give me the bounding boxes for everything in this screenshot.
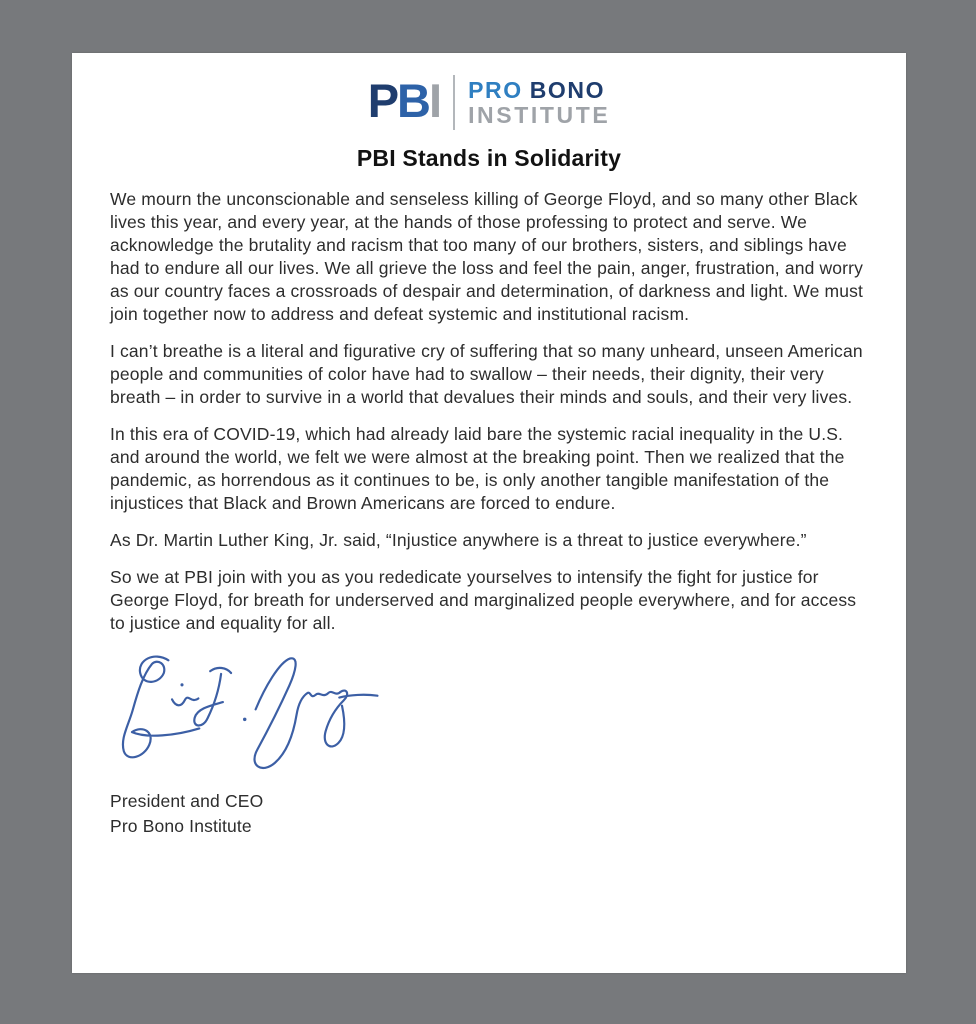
logo-wordmark-line1 <box>468 78 610 103</box>
signer-title: President and CEO <box>110 791 264 811</box>
letter-page <box>72 53 906 973</box>
paragraph-closing: So we at PBI join with you as you rededicate yourselves to intensify the fight for justice for George Floyd, for breath for underserved and marginalized people everywhere, and for access to justice and equality for all. <box>110 567 857 633</box>
paragraph-i-cant-breathe: I can’t breathe is a literal and figurative cry of suffering that so many unheard, unseen American people and communities of color have had to swallow – their needs, their dignity, their very breath – in order to survive in a world that devalues their minds and souls, and their very lives. <box>110 341 863 407</box>
pbi-logo <box>110 75 868 130</box>
letter-title: PBI Stands in Solidarity <box>356 145 622 171</box>
logo-letter-b: B <box>397 74 429 127</box>
paragraph-covid: In this era of COVID-19, which had already laid bare the systemic racial inequality in the U.S. and around the world, we felt we were almost at the breaking point. Then we realized that the pandemic, as horrendous as it continues to be, is only another tangible manifestation of the injustices that Black and Brown Americans are forced to endure. <box>110 424 845 513</box>
signer-org: Pro Bono Institute <box>110 816 252 836</box>
logo-word-bono: BONO <box>529 76 606 103</box>
signoff <box>110 789 868 839</box>
logo-letter-p: P <box>367 74 398 127</box>
letter-body <box>110 188 868 635</box>
paragraph-mlk-quote: As Dr. Martin Luther King, Jr. said, “Injustice anywhere is a threat to justice everywhere.” <box>110 530 807 550</box>
signature-block <box>112 649 868 781</box>
handwritten-signature-icon <box>112 649 412 777</box>
logo-word-institute: INSTITUTE <box>468 101 611 128</box>
logo-letter-i: I <box>429 74 441 127</box>
logo-wordmark <box>468 78 610 128</box>
pbi-logo-acronym <box>367 74 441 128</box>
paragraph-mourning: We mourn the unconscionable and senseless killing of George Floyd, and so many other Black lives this year, and every year, at the hands of those professing to protect and serve. We acknowledge the brutality and racism that too many of our brothers, sisters, and siblings have had to endure all our lives. We all grieve the loss and feel the pain, anger, frustration, and worry as our country faces a crossroads of despair and determination, of darkness and light. We must join together now to address and defeat systemic and institutional racism. <box>110 189 864 324</box>
logo-divider <box>453 75 455 130</box>
signature-strokes <box>123 657 378 768</box>
logo-word-pro: PRO <box>468 76 523 103</box>
